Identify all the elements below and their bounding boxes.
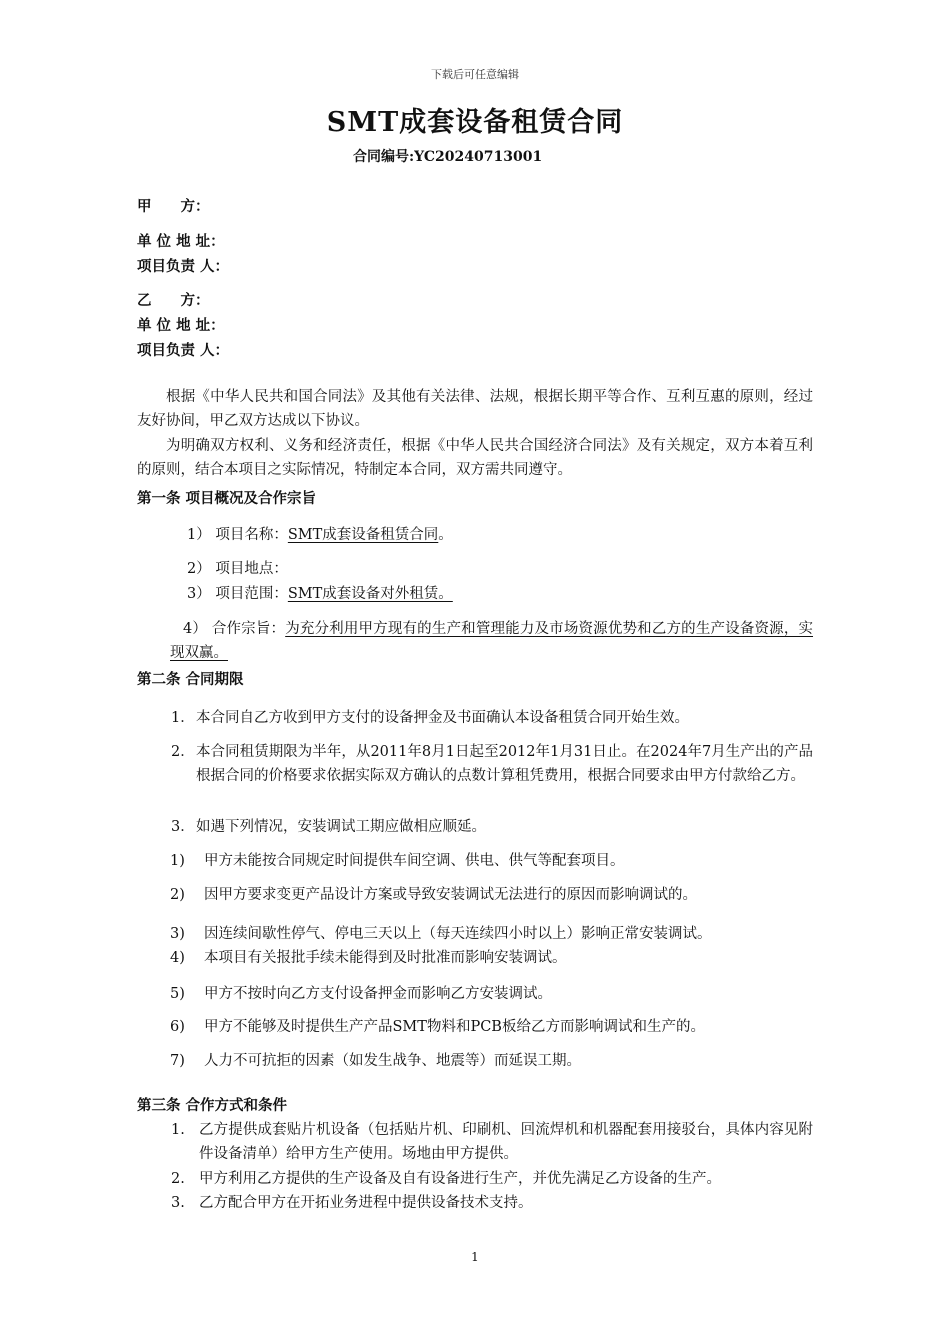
art3-item-2-text: 甲方利用乙方提供的生产设备及自有设备进行生产，并优先满足乙方设备的生产。 bbox=[199, 1171, 721, 1187]
art2-sub-3-text: 因连续间歇性停气、停电三天以上（每天连续四小时以上）影响正常安装调试。 bbox=[204, 926, 712, 942]
art2-sub-4-text: 本项目有关报批手续未能得到及时批准而影响安装调试。 bbox=[204, 950, 567, 966]
art2-sub-6-text: 甲方不能够及时提供生产产品SMT物料和PCB板给乙方而影响调试和生产的。 bbox=[204, 1019, 705, 1035]
intro-paragraph-2: 为明确双方权利、义务和经济责任，根据《中华人民共合国经济合同法》及有关规定，双方本着互利的原则，结合本项目之实际情况，特制定本合同，双方需共同遵守。 bbox=[137, 438, 813, 478]
art1-item-3-value: SMT成套设备对外租赁。 bbox=[287, 586, 453, 602]
art2-sub-3-num: 3) bbox=[170, 926, 185, 942]
art3-item-1-num: 1. bbox=[171, 1122, 185, 1138]
party-b-manager-label: 项目负责 人： bbox=[137, 342, 230, 359]
art1-item-4 bbox=[170, 617, 813, 665]
art3-item-1-text: 乙方提供成套贴片机设备（包括贴片机、印刷机、回流焊机和机器配套用接驳台，具体内容见附件设备清单）给甲方生产使用。场地由甲方提供。 bbox=[199, 1122, 813, 1162]
art1-item-1-tail: 。 bbox=[438, 527, 453, 543]
art3-item-2-num: 2. bbox=[171, 1171, 185, 1187]
art2-sub-1-text: 甲方未能按合同规定时间提供车间空调、供电、供气等配套项目。 bbox=[204, 853, 625, 869]
art3-item-3-text: 乙方配合甲方在开拓业务进程中提供设备技术支持。 bbox=[199, 1195, 533, 1211]
art2-sub-1-num: 1) bbox=[170, 853, 185, 869]
art1-item-1 bbox=[187, 523, 453, 547]
art1-item-4-num: 4） bbox=[183, 621, 208, 637]
art2-sub-4-num: 4) bbox=[170, 950, 185, 966]
art1-item-4-value: 为充分利用甲方现有的生产和管理能力及市场资源优势和乙方的生产设备资源，实现双赢。 bbox=[170, 621, 814, 661]
art2-sub-5-num: 5) bbox=[170, 986, 185, 1002]
party-b-address-label: 单 位 地 址： bbox=[137, 317, 225, 334]
contract-number: 合同编号:YC20240713001 bbox=[353, 149, 543, 165]
art1-item-1-num: 1） bbox=[187, 527, 211, 543]
party-a-label: 甲 方： bbox=[137, 198, 210, 215]
document-title: SMT成套设备租赁合同 bbox=[326, 107, 624, 138]
art1-item-2 bbox=[187, 557, 288, 581]
art2-item-1-num: 1． bbox=[171, 710, 195, 726]
art1-item-3 bbox=[187, 582, 453, 606]
art1-item-2-num: 2） bbox=[187, 561, 211, 577]
art1-item-4-label: 合作宗旨： bbox=[211, 621, 286, 637]
page-number: 1 bbox=[471, 1250, 479, 1264]
intro-paragraph-1: 根据《中华人民共和国合同法》及其他有关法律、法规，根据长期平等合作、互利互惠的原则，经过友好协间，甲乙双方达成以下协议。 bbox=[137, 389, 813, 429]
art2-sub-2-text: 因甲方要求变更产品设计方案或导致安装调试无法进行的原因而影响调试的。 bbox=[204, 887, 697, 903]
article-2-title: 第二条 合同期限 bbox=[137, 671, 244, 688]
art2-sub-7-num: 7) bbox=[170, 1053, 185, 1069]
party-a-manager-label: 项目负责 人： bbox=[137, 258, 230, 275]
art2-item-2-num: 2． bbox=[171, 744, 195, 760]
art2-sub-2-num: 2) bbox=[170, 887, 185, 903]
article-1-title: 第一条 项目概况及合作宗旨 bbox=[137, 490, 317, 507]
art3-item-3-num: 3. bbox=[171, 1195, 185, 1211]
article-3-title: 第三条 合作方式和条件 bbox=[137, 1097, 288, 1114]
art2-sub-6-num: 6) bbox=[170, 1019, 185, 1035]
art2-item-1-text: 本合同自乙方收到甲方支付的设备押金及书面确认本设备租赁合同开始生效。 bbox=[196, 710, 689, 726]
art2-item-3-num: 3． bbox=[171, 819, 195, 835]
art1-item-1-value: SMT成套设备租赁合同 bbox=[287, 527, 439, 543]
art1-item-2-label: 项目地点： bbox=[215, 561, 288, 577]
art2-sub-5-text: 甲方不按时向乙方支付设备押金而影响乙方安装调试。 bbox=[204, 986, 552, 1002]
art1-item-3-label: 项目范围： bbox=[215, 586, 288, 602]
art2-item-3-text: 如遇下列情况，安装调试工期应做相应顺延。 bbox=[196, 819, 486, 835]
art2-sub-7-text: 人力不可抗拒的因素（如发生战争、地震等）而延误工期。 bbox=[204, 1053, 581, 1069]
art1-item-3-num: 3） bbox=[187, 586, 211, 602]
page-header: 下载后可任意编辑 bbox=[431, 68, 519, 81]
party-a-address-label: 单 位 地 址： bbox=[137, 233, 225, 250]
art2-item-2-text: 本合同租赁期限为半年，从2011年8月1日起至2012年1月31日止。在2024年7月生产出的产品根据合同的价格要求依据实际双方确认的点数计算租凭费用，根据合同要求由甲方付款给乙方。 bbox=[196, 744, 813, 784]
art1-item-1-label: 项目名称： bbox=[215, 527, 288, 543]
party-b-label: 乙 方： bbox=[137, 292, 210, 309]
